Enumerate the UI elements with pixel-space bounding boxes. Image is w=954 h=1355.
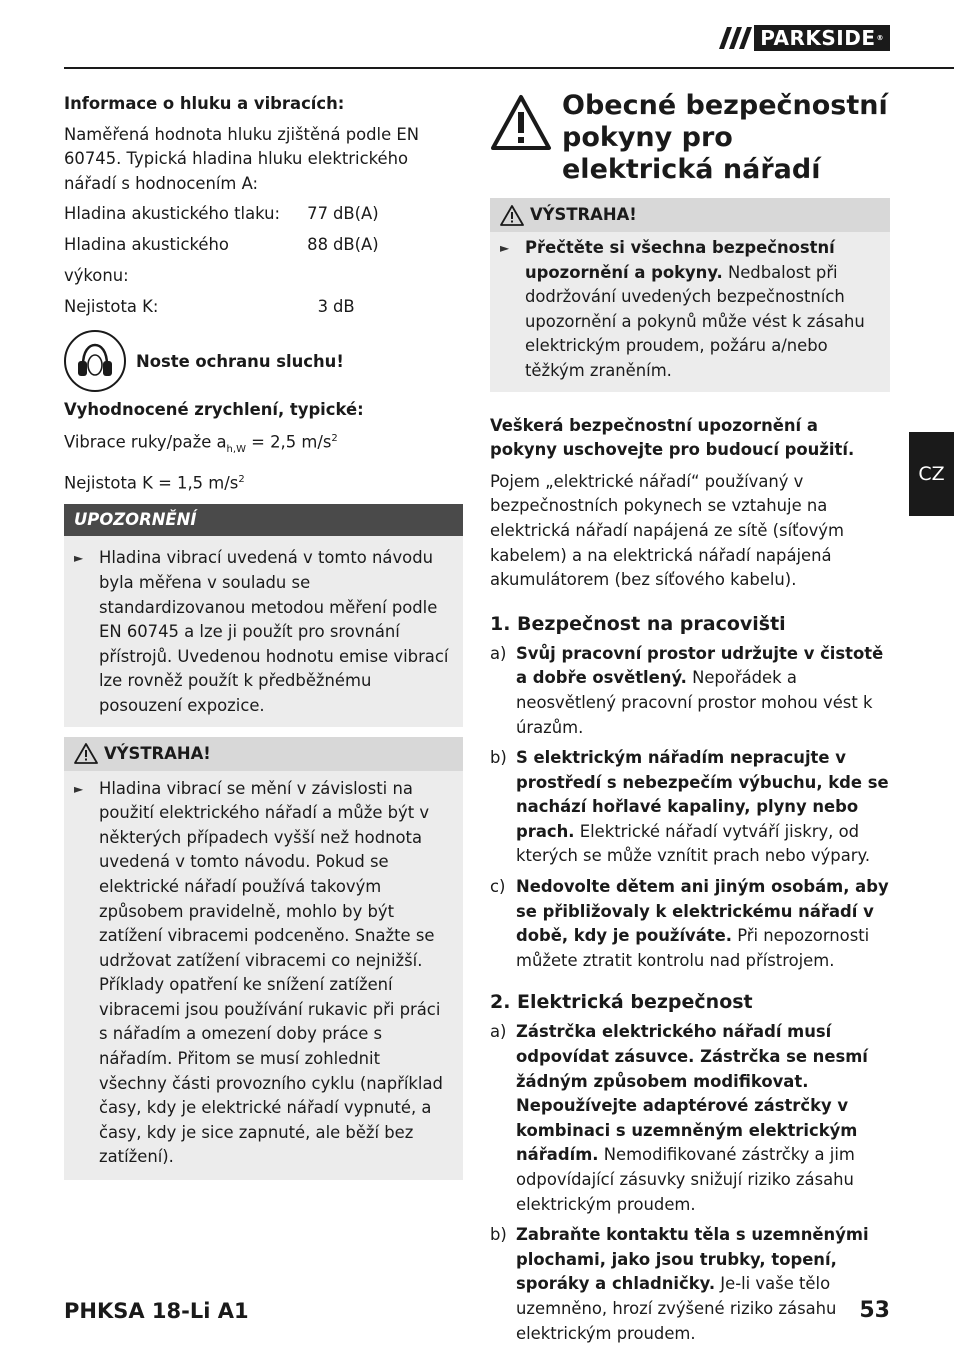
list-item: c) Nedovolte dětem ani jiným osobám, aby se přibližovaly k elektrickému nářadí v době, kdy je používáte. Při nepozornosti můžete ztratit kontrolu nad přístrojem.: [490, 877, 889, 970]
term-definition: Pojem „elektrické nářadí“ používaný v bezpečnostních pokynech se vztahuje na elektrická nářadí napájená ze sítě (síťovým kabelem) a na elektrická nářadí napájená akumulátorem (bez síťového kabelu).: [490, 471, 844, 590]
list-item: a) Zástrčka elektrického nářadí musí odpovídat zásuvce. Zástrčka se nesmí žádným způsobem modifikovat. Nepoužívejte adaptérové zástrčky v kombinaci s uzemněným elektrickým nářadím. Nemodifikované zástrčky a jim odpovídající zásuvky snižují riziko zásahu elektrickým proudem.: [490, 1022, 868, 1214]
warning-icon: [74, 743, 98, 764]
list-item: b) Zabraňte kontaktu těla s uzemněnými plochami, jako jsou trubky, topení, sporáky a chladničky. Je-li vaše tělo uzemněno, hrozí zvýšené riziko zásahu elektrickým proudem.: [490, 1225, 869, 1343]
left-column: [64, 90, 463, 1180]
page-title: Obecné bezpečnostní pokyny pro elektrická nářadí: [562, 90, 888, 185]
parkside-logo: [717, 24, 890, 52]
warning-text: Hladina vibrací se mění v závislosti na použití elektrického nářadí a může být v některých případech vyšší než hodnota uvedená v tomto návodu. Pokud se elektrické nářadí používá takovým způsobem pravidelně, mohlo by být zatížení vibracemi podceněno. Snažte se udržovat zatížení vibracemi co nejnižší. Příklady opatření ke snížení zatížení vibracemi jsou používání rukavic při práci s nářadím a omezení doby práce s nářadím. Přitom se musí zohlednit všechny části provozního cyklu (například časy, kdy je elektrické nářadí vypnuté, a časy, kdy je sice zapnuté, ale běží bez zatížení).: [99, 778, 443, 1167]
footer-model: PHKSA 18-Li A1: [64, 1299, 249, 1323]
bullet-arrow-icon: ►: [500, 241, 510, 255]
warning-icon: [500, 205, 524, 226]
noise-intro: Naměřená hodnota hluku zjištěná podle EN 60745. Typická hladina hluku elektrického nářadí s hodnocením A:: [64, 124, 419, 193]
keep-instructions: Veškerá bezpečnostní upozornění a pokyny uschovejte pro budoucí použití.: [490, 415, 855, 460]
notice-text: Hladina vibrací uvedená v tomto návodu byla měřena v souladu se standardizovanou metodou měření podle EN 60745 a lze ji použít pro srovnání přístrojů. Uvedenou hodnotu emise vibrací lze rovněž použít k předběžnému posouzení expozice.: [99, 548, 449, 715]
value-row: Hladina akustického výkonu: 88 dB(A): [64, 235, 379, 286]
notice-box: [64, 536, 463, 726]
warning-text: Nedbalost při dodržování uvedených bezpečnostních upozornění a pokynů může vést k zásahu elektrickým proudem, požáru a/nebo těžkým zraněním.: [525, 262, 865, 380]
registered-mark: ®: [876, 34, 884, 42]
vibration-heading: Vyhodnocené zrychlení, typické:: [64, 400, 364, 420]
ear-protection-text: Noste ochranu sluchu!: [136, 351, 344, 371]
list-item: b) S elektrickým nářadím nepracujte v prostředí s nebezpečím výbuchu, kde se nachází hořlavé kapaliny, plyny nebo prach. Elektrické nářadí vytváří jiskry, od kterých se může vznítit prach nebo výpary.: [490, 748, 889, 866]
notice-bar: UPOZORNĚNÍ: [64, 504, 463, 536]
right-column: [490, 90, 890, 1346]
page-number: 53: [859, 1298, 890, 1323]
hearing-protection: [64, 330, 463, 392]
header-rule: [64, 67, 954, 69]
vibration-value: Vibrace ruky/paže $a_{h,W} = 2,5$ $m/s^2$: [64, 432, 338, 455]
warning-block-left: [64, 737, 463, 1181]
warning-block-right: [490, 198, 890, 392]
bullet-arrow-icon: ►: [74, 781, 84, 796]
section-heading: 2. Elektrická bezpečnost: [490, 991, 753, 1014]
ear-protection-icon: [64, 330, 126, 392]
warning-title: VÝSTRAHA!: [104, 743, 211, 763]
language-tab: CZ: [909, 432, 954, 516]
list-item: a) Svůj pracovní prostor udržujte v čistotě a dobře osvětlený. Nepořádek a neosvětlený pracovní prostor mohou vést k úrazům.: [490, 643, 884, 737]
noise-heading: Informace o hluku a vibracích:: [64, 94, 345, 113]
value-row: Nejistota K: 3 dB: [64, 297, 355, 317]
logo-stripes-icon: [717, 24, 752, 52]
section-title: [490, 90, 890, 186]
section-heading: 1. Bezpečnost na pracovišti: [490, 612, 786, 635]
warning-icon: [490, 94, 552, 152]
bullet-arrow-icon: ►: [74, 551, 84, 566]
warning-bold: Přečtěte si všechna bezpečnostní upozornění a pokyny.: [525, 238, 835, 282]
value-row: Hladina akustického tlaku: 77 dB(A): [64, 204, 379, 224]
noise-values: [64, 198, 463, 322]
vibration-uncertainty: Nejistota K = 1,5 $m/s^2$: [64, 473, 245, 493]
warning-title: VÝSTRAHA!: [530, 205, 637, 224]
brand-name: PARKSIDE: [760, 26, 876, 50]
